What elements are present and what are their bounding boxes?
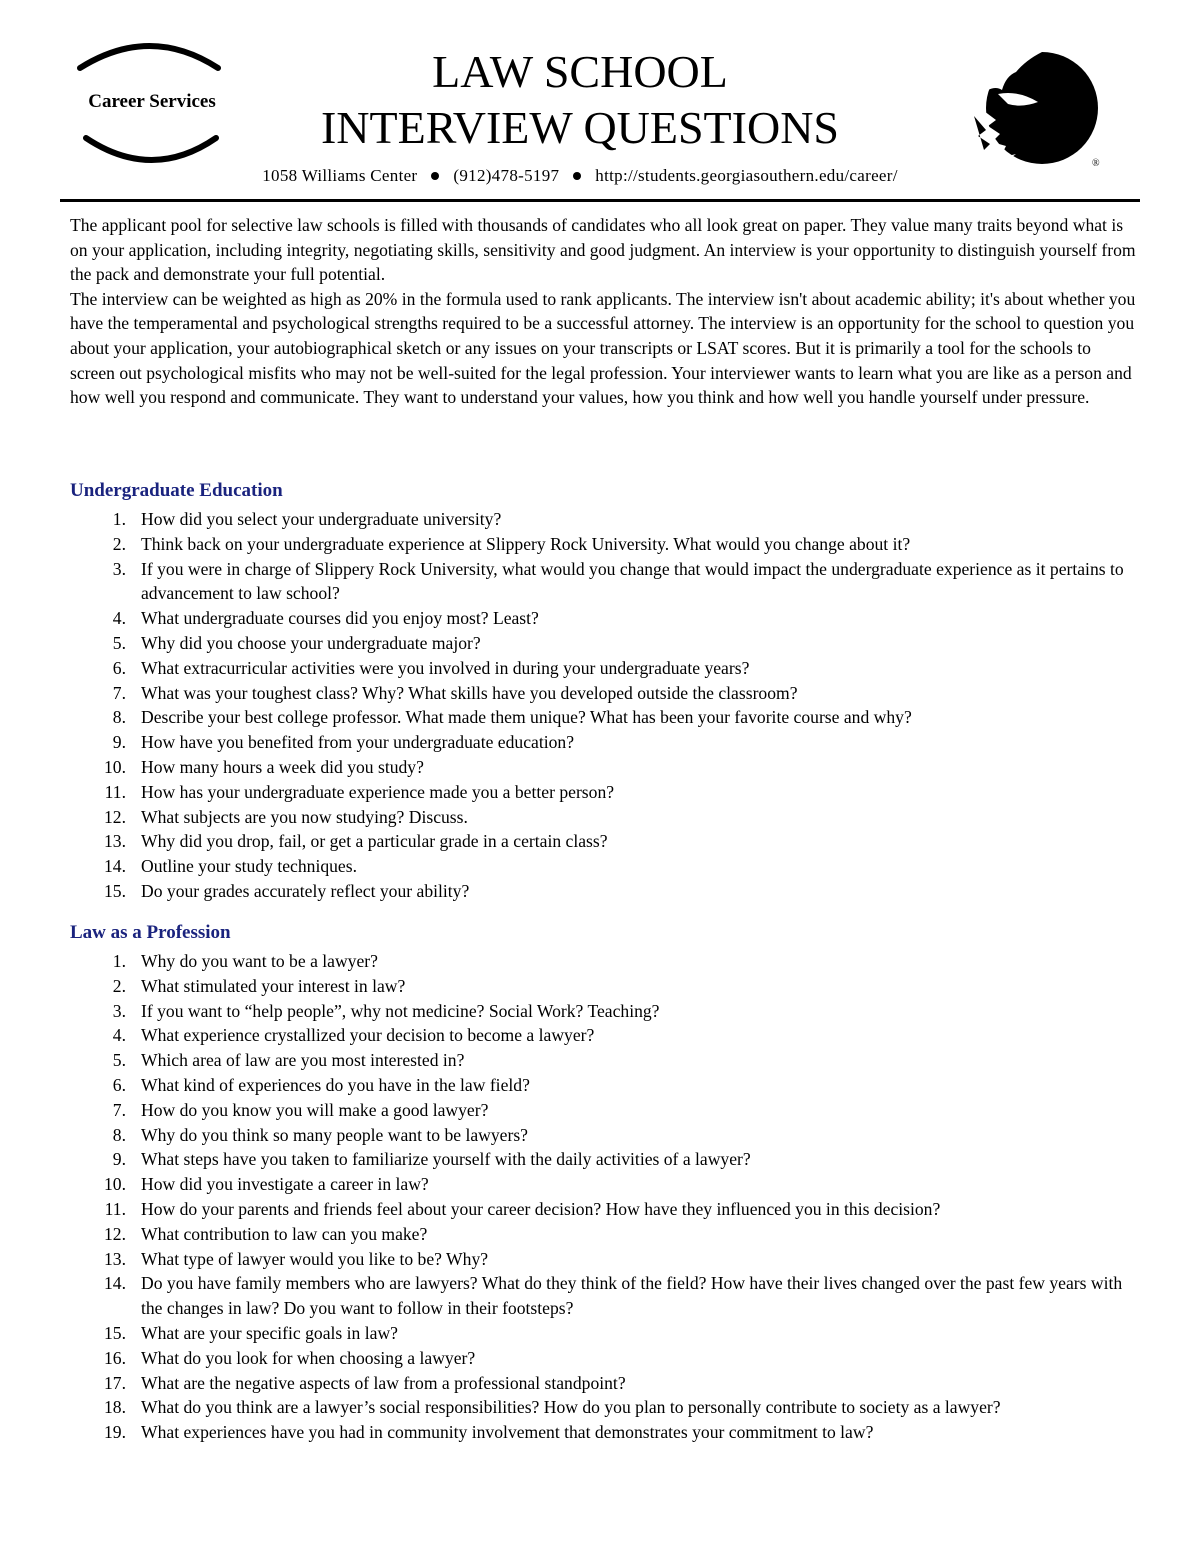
question-text: How did you select your undergraduate university?	[141, 509, 502, 529]
contact-line	[130, 166, 1030, 186]
question-number: 13.	[104, 1248, 126, 1269]
page-title-line2: INTERVIEW QUESTIONS	[320, 102, 840, 153]
question-number: 11.	[104, 781, 126, 802]
question-text: What are your specific goals in law?	[141, 1322, 398, 1343]
question-item	[100, 1023, 1140, 1048]
question-text: What subjects are you now studying? Discuss.	[141, 806, 468, 827]
question-item	[100, 949, 1140, 974]
eagle-logo	[966, 46, 1106, 172]
question-text: What kind of experiences do you have in the law field?	[141, 1074, 530, 1095]
intro-paragraph-1: The applicant pool for selective law schools is filled with thousands of candidates who all look great on paper. They value many traits beyond what is on your application, including integrity, negotiating skills, sensitivity and good judgment. An interview is your opportunity to distinguish yourself from the pack and demonstrate your full potential.	[70, 215, 1136, 285]
question-text: What undergraduate courses did you enjoy most? Least?	[141, 608, 539, 629]
question-item	[100, 656, 1140, 681]
eagle-head-icon	[966, 46, 1106, 172]
question-number: 17.	[104, 1372, 126, 1393]
question-number: 14.	[104, 1273, 126, 1294]
question-item	[100, 1321, 1140, 1346]
question-text: What steps have you taken to familiarize yourself with the daily activities of a lawyer?	[141, 1149, 751, 1170]
question-number: 9.	[112, 732, 126, 753]
question-text: What contribution to law can you make?	[141, 1223, 428, 1244]
question-number: 4.	[112, 608, 126, 629]
question-text: Why did you choose your undergraduate major?	[141, 632, 481, 653]
question-item	[100, 974, 1140, 999]
bullet-icon	[431, 172, 439, 180]
question-number: 11.	[104, 1198, 126, 1219]
question-text: Which area of law are you most interested in?	[141, 1050, 465, 1071]
question-text: If you want to “help people”, why not medicine? Social Work? Teaching?	[141, 1000, 660, 1021]
question-number: 12.	[104, 1223, 126, 1244]
question-text: If you were in charge of Slippery Rock University, what would you change that would impact the undergraduate experience as it pertains to advancement to law school?	[141, 558, 1124, 604]
question-item	[100, 532, 1140, 557]
question-text: Think back on your undergraduate experience at Slippery Rock University. What would you change about it?	[141, 533, 911, 554]
intro-text	[70, 213, 1140, 410]
question-item	[100, 1371, 1140, 1396]
question-number: 6.	[112, 657, 126, 678]
question-text: Why do you want to be a lawyer?	[141, 951, 378, 971]
question-item	[100, 631, 1140, 656]
question-number: 15.	[104, 880, 126, 901]
question-number: 16.	[104, 1347, 126, 1368]
question-number: 8.	[112, 707, 126, 728]
page-title-line1: LAW SCHOOL	[432, 46, 728, 97]
question-item	[100, 681, 1140, 706]
question-number: 10.	[104, 756, 126, 777]
question-item	[100, 1048, 1140, 1073]
question-number: 2.	[112, 975, 126, 996]
question-item	[100, 606, 1140, 631]
question-list-law-profession	[100, 949, 1140, 1445]
question-number: 1.	[112, 951, 126, 971]
section-title-undergraduate: Undergraduate Education	[70, 480, 283, 501]
question-number: 15.	[104, 1322, 126, 1343]
question-text: Do you have family members who are lawyers? What do they think of the field? How have their lives changed over the past few years with the changes in law? Do you want to follow in their footsteps?	[141, 1273, 1123, 1319]
question-item	[100, 1247, 1140, 1272]
question-list-undergraduate	[100, 507, 1140, 904]
question-text: What was your toughest class? Why? What skills have you developed outside the classroom?	[141, 682, 798, 703]
question-number: 9.	[112, 1149, 126, 1170]
question-text: Do your grades accurately reflect your ability?	[141, 880, 470, 901]
question-item	[100, 1420, 1140, 1445]
question-item	[100, 755, 1140, 780]
question-item	[100, 1073, 1140, 1098]
question-number: 2.	[112, 533, 126, 554]
phone-text: (912)478-5197	[453, 166, 560, 185]
question-number: 5.	[112, 1050, 126, 1071]
question-item	[100, 854, 1140, 879]
question-item	[100, 879, 1140, 904]
question-number: 10.	[104, 1174, 126, 1195]
logo-text: Career Services	[88, 91, 216, 112]
question-text: What are the negative aspects of law from a professional standpoint?	[141, 1372, 626, 1393]
question-text: What extracurricular activities were you involved in during your undergraduate years?	[141, 657, 750, 678]
question-text: Why did you drop, fail, or get a particular grade in a certain class?	[141, 831, 608, 852]
question-item	[100, 1147, 1140, 1172]
svg-text:®: ®	[1092, 158, 1100, 169]
intro-paragraph-2: The interview can be weighted as high as 20% in the formula used to rank applicants. The interview isn't about academic ability; it's about whether you have the temperamental and psychological strengths required to be a successful attorney. The interview is an opportunity for the school to question you about your application, your autobiographical sketch or any issues on your transcripts or LSAT scores. But it is primarily a tool for the schools to screen out psychological misfits who may not be well-suited for the legal profession. Your interviewer wants to learn what you are like as a person and how well you respond and communicate. They want to understand your values, how you think and how well you handle yourself under pressure.	[70, 288, 1136, 408]
question-number: 7.	[112, 682, 126, 703]
section-title-law-profession: Law as a Profession	[70, 922, 231, 943]
question-number: 3.	[112, 558, 126, 579]
question-text: What experiences have you had in community involvement that demonstrates your commitment to law?	[141, 1422, 874, 1443]
question-text: What do you look for when choosing a lawyer?	[141, 1347, 476, 1368]
question-text: What type of lawyer would you like to be? Why?	[141, 1248, 489, 1269]
url-link[interactable]: http://students.georgiasouthern.edu/career/	[595, 166, 898, 185]
question-item	[100, 1197, 1140, 1222]
bullet-icon	[573, 172, 581, 180]
question-text: How did you investigate a career in law?	[141, 1174, 429, 1195]
question-text: What stimulated your interest in law?	[141, 975, 406, 996]
question-number: 8.	[112, 1124, 126, 1145]
question-text: Describe your best college professor. What made them unique? What has been your favorite course and why?	[141, 707, 912, 728]
question-text: What experience crystallized your decision to become a lawyer?	[141, 1025, 595, 1046]
question-number: 13.	[104, 831, 126, 852]
question-number: 3.	[112, 1000, 126, 1021]
question-number: 4.	[112, 1025, 126, 1046]
question-item	[100, 1222, 1140, 1247]
career-services-logo	[60, 38, 240, 168]
header-divider	[60, 199, 1140, 202]
question-number: 6.	[112, 1074, 126, 1095]
question-text: How do you know you will make a good lawyer?	[141, 1099, 489, 1120]
address-text: 1058 Williams Center	[262, 166, 418, 185]
question-number: 18.	[104, 1397, 126, 1418]
question-text: Outline your study techniques.	[141, 856, 357, 877]
question-number: 12.	[104, 806, 126, 827]
question-text: How many hours a week did you study?	[141, 756, 424, 777]
question-item	[100, 1098, 1140, 1123]
question-item	[100, 705, 1140, 730]
question-number: 5.	[112, 632, 126, 653]
question-item	[100, 730, 1140, 755]
question-item	[100, 507, 1140, 532]
question-item	[100, 999, 1140, 1024]
question-item	[100, 780, 1140, 805]
question-text: How have you benefited from your undergraduate education?	[141, 732, 575, 753]
question-number: 14.	[104, 856, 126, 877]
question-text: What do you think are a lawyer’s social responsibilities? How do you plan to personally contribute to society as a lawyer?	[141, 1397, 1001, 1418]
question-number: 19.	[104, 1422, 126, 1443]
question-item	[100, 805, 1140, 830]
question-item	[100, 1123, 1140, 1148]
question-item	[100, 1346, 1140, 1371]
question-item	[100, 557, 1140, 607]
question-number: 7.	[112, 1099, 126, 1120]
question-number: 1.	[112, 509, 126, 529]
question-item	[100, 1271, 1140, 1321]
question-item	[100, 1172, 1140, 1197]
question-item	[100, 829, 1140, 854]
question-text: Why do you think so many people want to be lawyers?	[141, 1124, 528, 1145]
question-text: How do your parents and friends feel about your career decision? How have they influenced you in this decision?	[141, 1198, 941, 1219]
question-text: How has your undergraduate experience made you a better person?	[141, 781, 615, 802]
question-item	[100, 1395, 1140, 1420]
